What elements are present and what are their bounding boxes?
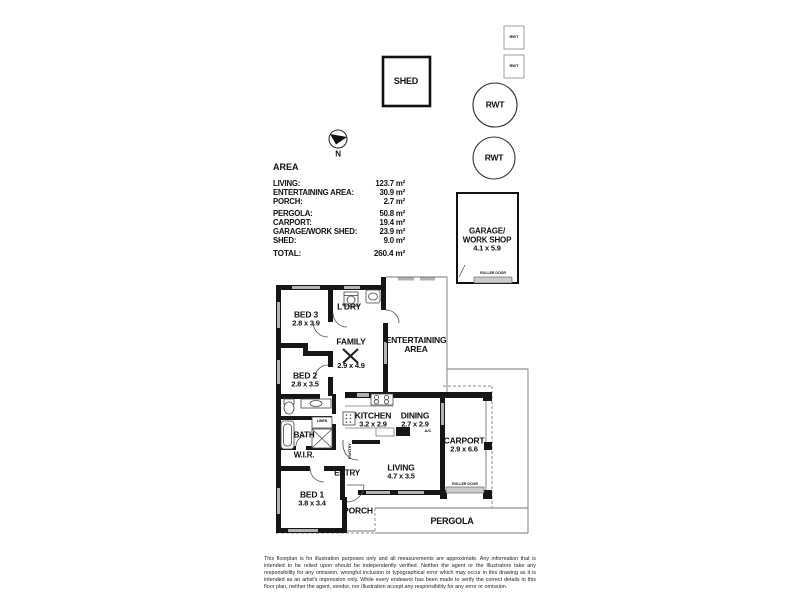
room-entertaining-line1: ENTERTAINING: [385, 334, 447, 345]
room-bed3-name: BED 3: [293, 309, 319, 320]
room-entry: ENTRY: [334, 468, 360, 478]
area-row-porch: PORCH: 2.7 m²: [273, 197, 405, 207]
rwt-tank-1-label: RWT: [485, 99, 505, 110]
area-row-total: TOTAL: 260.4 m²: [273, 249, 405, 259]
area-row-garage: GARAGE/WORK SHED: 23.9 m²: [273, 226, 405, 236]
room-kitchen-name: KITCHEN: [354, 410, 392, 421]
garage-dims: 4.1 x 5.9: [473, 243, 501, 253]
room-bed3-dims: 2.8 x 3.9: [292, 318, 320, 328]
area-row-pergola: PERGOLA: 50.8 m²: [273, 208, 405, 218]
room-pergola: PERGOLA: [430, 516, 474, 527]
room-dining-name: DINING: [400, 410, 430, 421]
room-kitchen: [355, 411, 391, 428]
room-entertaining: [386, 336, 447, 354]
room-bed1: [298, 490, 325, 507]
carport-roller-door-label: ROLLER DOOR: [452, 482, 478, 487]
room-carport-dims: 2.9 x 6.6: [450, 444, 478, 454]
rwt-tank-2-label: RWT: [484, 152, 504, 163]
room-wir: W.I.R.: [293, 450, 315, 460]
compass-icon: [329, 130, 347, 148]
room-bed2-name: BED 2: [292, 370, 318, 381]
room-bed2-dims: 2.8 x 3.5: [291, 379, 319, 389]
shower-icon: [312, 429, 332, 448]
ac-label: A/C: [424, 427, 432, 433]
garage-label-line2: WORK SHOP: [462, 234, 512, 244]
garage-label-line1: GARAGE/: [469, 226, 505, 236]
toilet-icon: [284, 399, 294, 414]
shed-label: SHED: [393, 76, 419, 87]
room-porch: PORCH: [343, 505, 373, 516]
room-entertaining-line2: AREA: [404, 344, 428, 354]
area-table-title: AREA: [273, 162, 299, 172]
garage-roller-door: [474, 277, 512, 283]
room-bed1-dims: 3.8 x 3.4: [298, 498, 326, 508]
room-living-name: LIVING: [387, 462, 415, 473]
bathtub-icon: [281, 421, 294, 449]
room-dining-dims: 2.7 x 2.9: [401, 419, 429, 429]
disclaimer-text: This floorplan is for illustration purposes only and all measurements are approximate. Any information that is intended to be relied upon should be independently verified. Neither the agent or the Illustrators take any responsibility for any omission, wrongful inclusion or typographical error which may occur in this drawing as it is intended as an artist's impression only. While every endeavor has been made to verify the correct details in this floor plan, neither the agent, vendor, nor Illustration accept any responsibility for any error or omission.: [264, 556, 536, 590]
area-row-carport: CARPORT: 19.4 m²: [273, 217, 405, 227]
room-carport-name: CARPORT: [443, 435, 485, 446]
room-bed2: [291, 371, 318, 388]
room-bath: BATH: [293, 430, 315, 440]
carport-roller-door: [446, 487, 484, 493]
garage-label: [463, 227, 511, 252]
room-carport: [444, 436, 485, 453]
room-living-dims: 4.7 x 3.5: [387, 471, 415, 481]
vanity-icon: [301, 399, 331, 408]
area-row-entertaining: ENTERTAINING AREA: 30.9 m²: [273, 188, 405, 198]
room-dining: [401, 411, 430, 428]
room-living: [387, 463, 414, 480]
laundry-tub-icon: [366, 290, 380, 303]
area-table: [273, 162, 405, 258]
room-family-name: FAMILY: [336, 336, 366, 347]
island-bench: [376, 428, 394, 436]
pantry-label: PANTRY: [346, 443, 352, 459]
room-kitchen-dims: 3.2 x 2.9: [359, 419, 387, 429]
room-bed3: [292, 310, 319, 327]
corner-pantry-icon: [343, 412, 355, 425]
stove-icon: [371, 394, 393, 405]
garage-roller-door-label: ROLLER DOOR: [480, 271, 506, 276]
rwt-small-1-label: RWT: [509, 33, 519, 39]
room-ldry: L'DRY: [337, 301, 361, 312]
room-bed1-name: BED 1: [299, 489, 325, 500]
area-row-living: LIVING: 123.7 m²: [273, 179, 405, 188]
compass-north-label: N: [335, 149, 341, 159]
room-family-dims: 2.9 x 4.9: [337, 360, 365, 370]
area-row-shed: SHED: 9.0 m²: [273, 236, 405, 246]
rwt-small-2-label: RWT: [509, 62, 519, 68]
linen-label: LINEN: [316, 419, 328, 424]
